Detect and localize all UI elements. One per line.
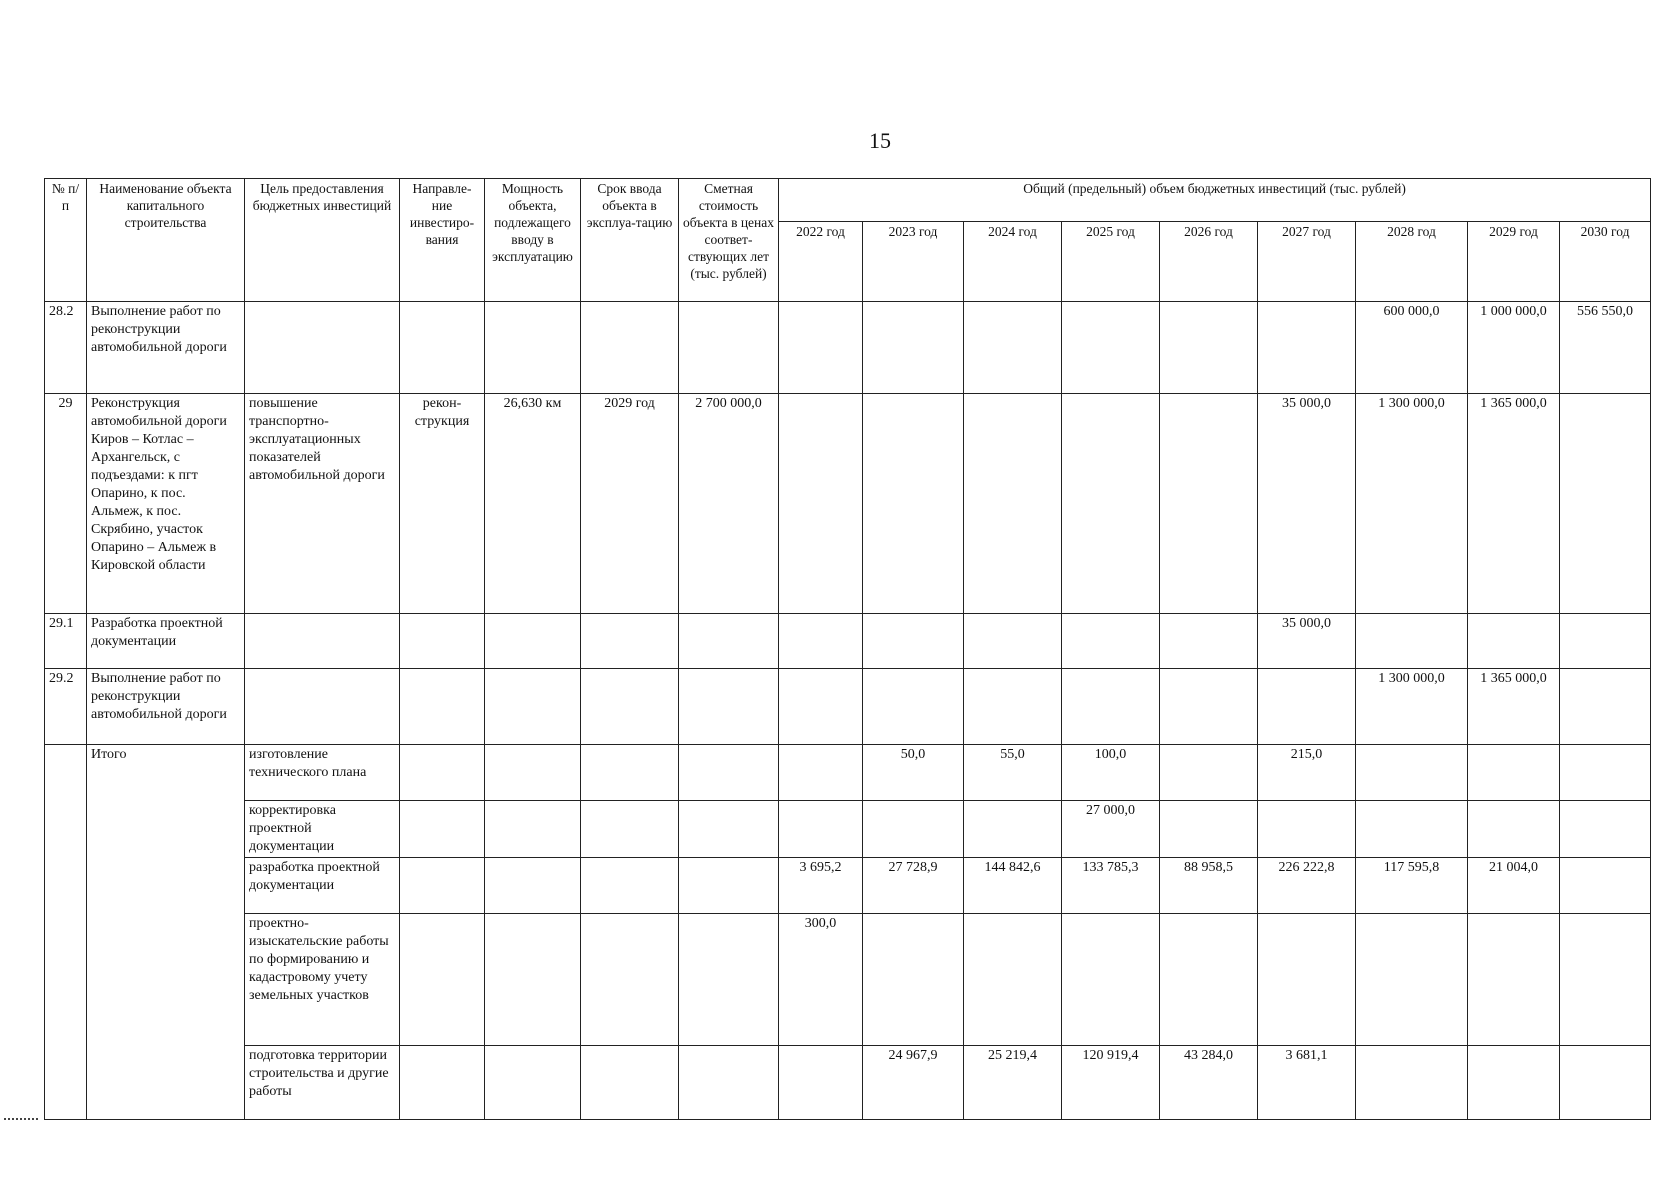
year-value [1160, 614, 1258, 669]
year-value [1062, 669, 1160, 745]
year-value [863, 394, 964, 614]
year-value [1258, 914, 1356, 1046]
year-value [964, 801, 1062, 858]
year-value [1160, 669, 1258, 745]
year-value [1560, 858, 1651, 914]
table-row [45, 394, 1651, 614]
year-value: 21 004,0 [1468, 858, 1560, 914]
year-value: 600 000,0 [1356, 302, 1468, 394]
year-value [1160, 745, 1258, 801]
table-row [45, 669, 1651, 745]
header-year: 2023 год [863, 222, 964, 302]
year-value [1560, 394, 1651, 614]
empty-cell [485, 914, 581, 1046]
year-value [964, 302, 1062, 394]
year-value: 1 365 000,0 [1468, 669, 1560, 745]
empty-cell [400, 914, 485, 1046]
year-value [1062, 394, 1160, 614]
row-name: Выполнение работ по реконструкции автомобильной дороги [87, 302, 245, 394]
year-value [1468, 914, 1560, 1046]
year-value [964, 614, 1062, 669]
row-capacity [485, 669, 581, 745]
year-value: 3 695,2 [779, 858, 863, 914]
empty-cell [581, 801, 679, 858]
year-value: 133 785,3 [1062, 858, 1160, 914]
year-value [1160, 394, 1258, 614]
year-value [779, 394, 863, 614]
header-year: 2026 год [1160, 222, 1258, 302]
header-num: № п/п [45, 179, 87, 302]
row-num: 29.1 [45, 614, 87, 669]
header-total-group: Общий (предельный) объем бюджетных инвестиций (тыс. рублей) [779, 179, 1651, 222]
year-value: 50,0 [863, 745, 964, 801]
year-value [1468, 745, 1560, 801]
year-value [1356, 745, 1468, 801]
year-value [1356, 801, 1468, 858]
total-purpose: подготовка территории строительства и другие работы [245, 1046, 400, 1120]
year-value: 24 967,9 [863, 1046, 964, 1120]
year-value: 215,0 [1258, 745, 1356, 801]
year-value: 1 300 000,0 [1356, 669, 1468, 745]
row-direction: рекон-струкция [400, 394, 485, 614]
empty-cell [400, 858, 485, 914]
year-value [779, 614, 863, 669]
year-value [1468, 1046, 1560, 1120]
year-value [863, 801, 964, 858]
page-number: 15 [869, 128, 891, 153]
year-value [1560, 745, 1651, 801]
year-value: 1 365 000,0 [1468, 394, 1560, 614]
row-name: Разработка проектной документации [87, 614, 245, 669]
year-value [1356, 914, 1468, 1046]
empty-cell [485, 745, 581, 801]
year-value: 120 919,4 [1062, 1046, 1160, 1120]
year-value: 25 219,4 [964, 1046, 1062, 1120]
empty-cell [679, 745, 779, 801]
total-purpose: корректировка проектной документации [245, 801, 400, 858]
row-cost: 2 700 000,0 [679, 394, 779, 614]
header-capacity: Мощность объекта, подлежащего вводу в эксплуатацию [485, 179, 581, 302]
row-capacity [485, 614, 581, 669]
total-num [45, 745, 87, 1120]
year-value [1160, 914, 1258, 1046]
year-value: 88 958,5 [1160, 858, 1258, 914]
table-row [45, 302, 1651, 394]
total-purpose: изготовление технического плана [245, 745, 400, 801]
empty-cell [581, 1046, 679, 1120]
total-row [45, 801, 1651, 858]
table-row [45, 614, 1651, 669]
row-purpose: повышение транспортно-эксплуатационных показателей автомобильной дороги [245, 394, 400, 614]
header-year: 2027 год [1258, 222, 1356, 302]
row-cost [679, 302, 779, 394]
row-commission [581, 669, 679, 745]
year-value [1560, 614, 1651, 669]
year-value [964, 914, 1062, 1046]
year-value [779, 745, 863, 801]
year-value: 100,0 [1062, 745, 1160, 801]
year-value [964, 394, 1062, 614]
year-value: 27 728,9 [863, 858, 964, 914]
year-value [863, 302, 964, 394]
year-value [1160, 302, 1258, 394]
year-value [1062, 302, 1160, 394]
header-year: 2030 год [1560, 222, 1651, 302]
year-value: 300,0 [779, 914, 863, 1046]
budget-investments-table [44, 178, 1651, 1120]
year-value [1560, 669, 1651, 745]
row-direction [400, 614, 485, 669]
year-value [779, 669, 863, 745]
empty-cell [679, 1046, 779, 1120]
empty-cell [581, 914, 679, 1046]
header-commission: Срок ввода объекта в эксплуа-тацию [581, 179, 679, 302]
year-value [863, 914, 964, 1046]
scan-margin-mark [4, 1118, 38, 1120]
year-value [779, 1046, 863, 1120]
year-value: 556 550,0 [1560, 302, 1651, 394]
header-cost: Сметная стоимость объекта в ценах соответ-ствующих лет (тыс. рублей) [679, 179, 779, 302]
year-value [1356, 614, 1468, 669]
row-purpose [245, 302, 400, 394]
row-num: 29 [45, 394, 87, 614]
empty-cell [400, 745, 485, 801]
header-direction: Направле-ние инвестиро-вания [400, 179, 485, 302]
year-value [779, 302, 863, 394]
year-value [1468, 801, 1560, 858]
row-num: 29.2 [45, 669, 87, 745]
year-value: 3 681,1 [1258, 1046, 1356, 1120]
total-purpose: проектно-изыскательские работы по формированию и кадастровому учету земельных участков [245, 914, 400, 1046]
year-value [1258, 801, 1356, 858]
empty-cell [485, 858, 581, 914]
row-cost [679, 614, 779, 669]
year-value [863, 669, 964, 745]
empty-cell [581, 745, 679, 801]
total-label: Итого [87, 745, 245, 1120]
empty-cell [581, 858, 679, 914]
row-commission [581, 614, 679, 669]
row-purpose [245, 614, 400, 669]
year-value [964, 669, 1062, 745]
year-value [1468, 614, 1560, 669]
row-direction [400, 669, 485, 745]
year-value [1560, 1046, 1651, 1120]
total-row [45, 745, 1651, 801]
year-value [1062, 914, 1160, 1046]
empty-cell [485, 1046, 581, 1120]
year-value [1356, 1046, 1468, 1120]
total-row [45, 1046, 1651, 1120]
year-value [1258, 669, 1356, 745]
empty-cell [679, 801, 779, 858]
total-purpose: разработка проектной документации [245, 858, 400, 914]
year-value: 43 284,0 [1160, 1046, 1258, 1120]
row-num: 28.2 [45, 302, 87, 394]
total-row [45, 914, 1651, 1046]
header-year: 2024 год [964, 222, 1062, 302]
year-value: 55,0 [964, 745, 1062, 801]
year-value: 27 000,0 [1062, 801, 1160, 858]
header-year: 2022 год [779, 222, 863, 302]
year-value [1160, 801, 1258, 858]
header-year: 2029 год [1468, 222, 1560, 302]
row-name: Реконструкция автомобильной дороги Киров – Котлас – Архангельск, с подъездами: к пгт Опарино, к пос. Альмеж, к пос. Скрябино, участок Опарино – Альмеж в Кировской области [87, 394, 245, 614]
row-capacity: 26,630 км [485, 394, 581, 614]
year-value: 117 595,8 [1356, 858, 1468, 914]
header-row-1 [45, 179, 1651, 222]
year-value [1560, 914, 1651, 1046]
row-purpose [245, 669, 400, 745]
year-value [1062, 614, 1160, 669]
row-cost [679, 669, 779, 745]
year-value [1560, 801, 1651, 858]
row-commission [581, 302, 679, 394]
empty-cell [485, 801, 581, 858]
year-value [1258, 302, 1356, 394]
empty-cell [400, 1046, 485, 1120]
empty-cell [400, 801, 485, 858]
empty-cell [679, 914, 779, 1046]
year-value: 1 300 000,0 [1356, 394, 1468, 614]
empty-cell [679, 858, 779, 914]
year-value: 35 000,0 [1258, 394, 1356, 614]
header-purpose: Цель предоставления бюджетных инвестиций [245, 179, 400, 302]
row-direction [400, 302, 485, 394]
total-row [45, 858, 1651, 914]
row-commission: 2029 год [581, 394, 679, 614]
year-value: 35 000,0 [1258, 614, 1356, 669]
row-capacity [485, 302, 581, 394]
row-name: Выполнение работ по реконструкции автомобильной дороги [87, 669, 245, 745]
year-value: 1 000 000,0 [1468, 302, 1560, 394]
year-value [779, 801, 863, 858]
year-value: 226 222,8 [1258, 858, 1356, 914]
header-year: 2028 год [1356, 222, 1468, 302]
year-value: 144 842,6 [964, 858, 1062, 914]
header-year: 2025 год [1062, 222, 1160, 302]
header-name: Наименование объекта капитального строительства [87, 179, 245, 302]
year-value [863, 614, 964, 669]
